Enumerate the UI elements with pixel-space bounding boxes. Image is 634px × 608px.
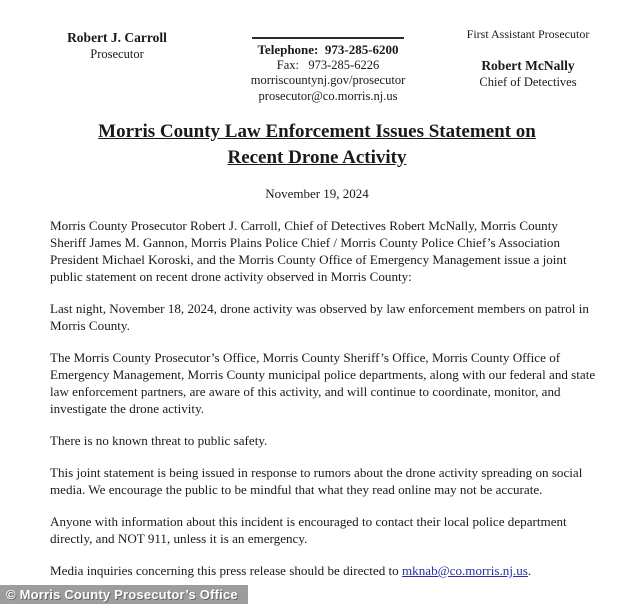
page-title-line1: Morris County Law Enforcement Issues Statement on (98, 121, 536, 142)
letterhead-center (234, 26, 422, 104)
letterhead-left (0, 26, 234, 104)
telephone-line: Telephone: 973-285-6200 (257, 42, 399, 57)
header-divider-line (252, 37, 404, 39)
paragraph-contact-police: Anyone with information about this incident is encouraged to contact their local police department directly, and NOT 911, unless it is an emergency. (50, 514, 567, 546)
paragraph-rumors: This joint statement is being issued in response to rumors about the drone activity spreading on social media. We encourage the public to be mindful that what they read online may not be accurate. (50, 465, 583, 497)
website-line: morriscountynj.gov/prosecutor (250, 73, 406, 87)
chief-role: Chief of Detectives (479, 75, 577, 89)
page-title-line2: Recent Drone Activity (227, 147, 407, 168)
office-email-line: prosecutor@co.morris.nj.us (258, 88, 398, 103)
first-assistant-role: First Assistant Prosecutor (466, 27, 590, 41)
prosecutor-role: Prosecutor (90, 47, 144, 61)
paragraph-no-threat: There is no known threat to public safety. (50, 433, 268, 448)
page-title (0, 119, 634, 171)
letterhead-right (422, 26, 634, 104)
paragraph-statement-intro: Morris County Prosecutor Robert J. Carroll, Chief of Detectives Robert McNally, Morris County Sheriff James M. Gannon, Morris Plains Police Chief / Morris County Police Chief’s Association President Michael Koroski, and the Morris County Office of Emergency Management issue a joint public statement on recent drone activity observed in Morris County: (50, 218, 567, 284)
paragraph-media-inquiries (50, 562, 596, 579)
paragraph-agencies: The Morris County Prosecutor’s Office, Morris County Sheriff’s Office, Morris County Office of Emergency Management, Morris County municipal police departments, along with our federal and state law enforcement partners, are aware of this activity, and will continue to coordinate, monitor, and investigate the drone activity. (50, 350, 596, 416)
release-date: November 19, 2024 (265, 186, 369, 201)
fax-line: Fax: 973-285-6226 (276, 57, 380, 72)
media-inquiries-text: Media inquiries concerning this press release should be directed to (50, 563, 402, 578)
prosecutor-name: Robert J. Carroll (67, 30, 167, 45)
media-email-link[interactable]: mknab@co.morris.nj.us (401, 563, 528, 578)
chief-name: Robert McNally (481, 58, 575, 73)
media-inquiries-period: . (527, 563, 532, 578)
copyright-watermark: © Morris County Prosecutor’s Office (0, 585, 248, 604)
paragraph-observation: Last night, November 18, 2024, drone activity was observed by law enforcement members on patrol in Morris County. (50, 301, 589, 333)
document-body (0, 202, 634, 579)
letterhead (0, 0, 634, 104)
